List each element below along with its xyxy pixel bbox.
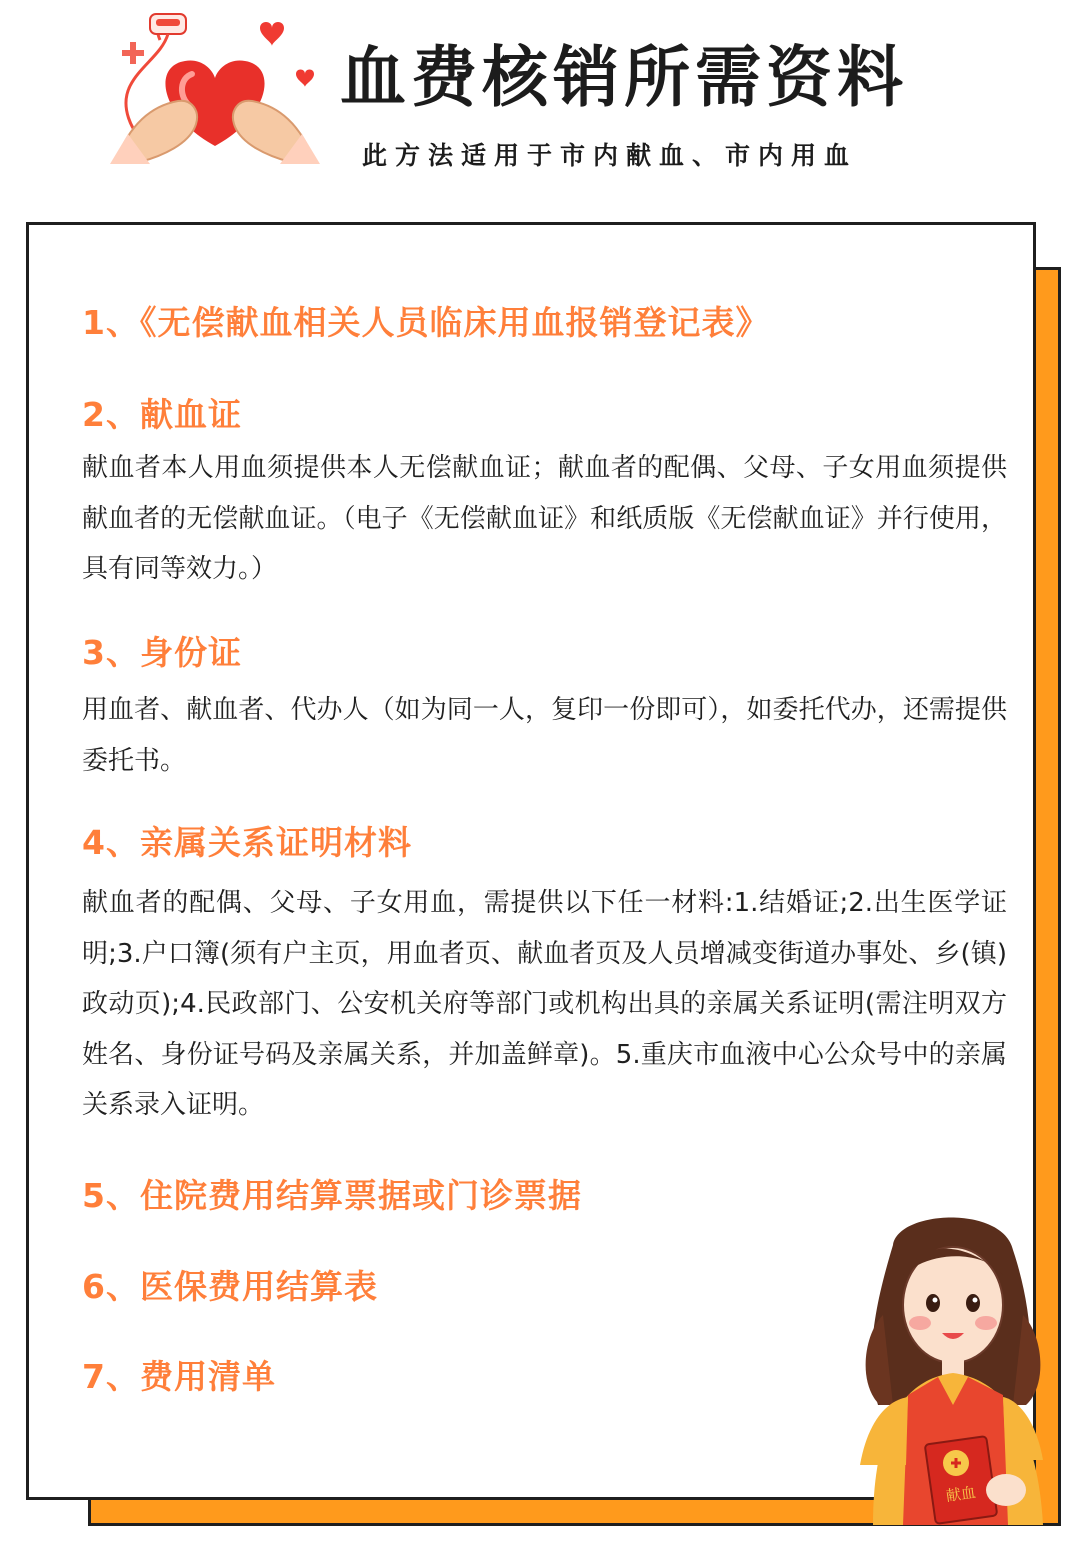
page-subtitle: 此方法适用于市内献血、市内用血: [362, 141, 858, 170]
page-title: 血费核销所需资料: [340, 39, 908, 116]
section-2-body: 献血者本人用血须提供本人无偿献血证；献血者的配偶、父母、子女用血须提供献血者的无偿献血证。（电子《无偿献血证》和纸质版《无偿献血证》并行使用，具有同等效力。）: [82, 453, 1007, 584]
girl-illustration: [838, 1205, 1068, 1525]
donation-book-text: 献血: [944, 1483, 978, 1506]
section-1-heading: 1、《无偿献血相关人员临床用血报销登记表》: [82, 303, 770, 342]
section-6-heading: 6、医保费用结算表: [82, 1267, 378, 1306]
section-7-heading: 7、费用清单: [82, 1357, 276, 1396]
section-4-body: 献血者的配偶、父母、子女用血，需提供以下任一材料:1.结婚证;2.出生医学证明;3.户口簿(须有户主页，用血者页、献血者页及人员增减变街道办事处、乡(镇)政动页);4.民政部门、公安机关府等部门或机构出具的亲属关系证明(需注明双方姓名、身份证号码及亲属关系，并加盖鲜章)。5.重庆市血液中心公众号中的亲属关系录入证明。: [82, 888, 1007, 1120]
section-5-heading: 5、住院费用结算票据或门诊票据: [82, 1176, 582, 1215]
section-3-heading: 3、身份证: [82, 633, 242, 672]
section-3-body: 用血者、献血者、代办人（如为同一人，复印一份即可），如委托代办，还需提供委托书。: [82, 695, 1007, 776]
section-4-heading: 4、亲属关系证明材料: [82, 823, 412, 862]
heart-hands-illustration: [100, 6, 330, 171]
section-2-heading: 2、献血证: [82, 395, 242, 434]
